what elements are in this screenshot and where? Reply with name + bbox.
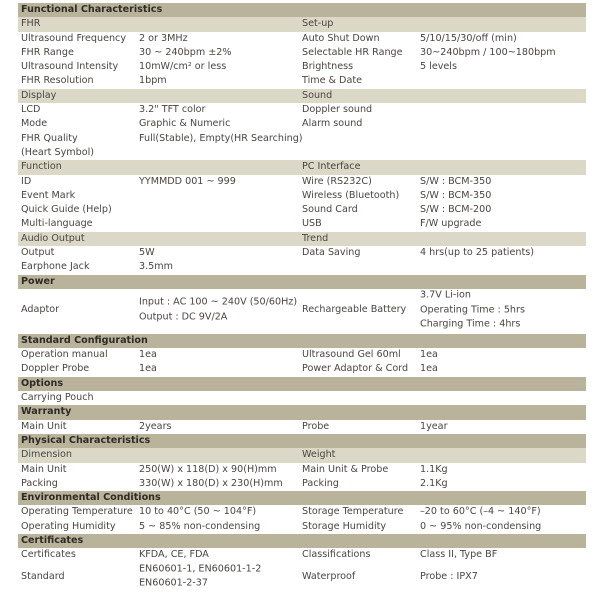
spec-label-2: Sound Card [302,204,358,216]
spec-row [18,175,586,189]
spec-label: Main Unit [21,420,67,432]
spec-value: Full(Stable), Empty(HR Searching) [139,132,303,144]
spec-row [18,203,586,217]
spec-label: Doppler Probe [21,363,90,375]
spec-value: 330(W) x 180(D) x 230(H)mm [139,477,283,489]
spec-label-2: Classifications [302,549,371,561]
spec-label: FHR Quality [21,132,78,144]
spec-row [18,60,586,74]
spec-value: Input : AC 100 ~ 240V (50/60Hz) Output : DC 9V/2A [139,297,298,323]
spec-label-2: Wireless (Bluetooth) [302,189,400,201]
section-header [18,434,586,448]
spec-value: YYMMDD 001 ~ 999 [139,175,236,187]
spec-label: LCD [21,104,41,116]
spec-value-2: 3.7V Li-ion Operating Time : 5hrs Charging Time : 4hrs [420,289,525,330]
spec-value-2: F/W upgrade [420,218,482,230]
spec-row [18,520,586,534]
spec-label: Output [21,247,55,259]
spec-label-2: Main Unit & Probe [302,463,389,475]
section-header [18,3,586,17]
spec-row [18,246,586,260]
section-header [18,405,586,419]
spec-label-2: Data Saving [302,247,361,259]
spec-row [18,74,586,88]
section-header [18,377,586,391]
spec-value-2: 30~240bpm / 100~180bpm [420,46,556,58]
spec-value: 250(W) x 118(D) x 90(H)mm [139,463,277,475]
spec-label: ID [21,175,32,187]
spec-row [18,32,586,46]
spec-label-2: Probe [302,420,330,432]
section-title: Options [21,377,64,389]
section-header [18,334,586,348]
spec-label: Operating Humidity [21,520,116,532]
spec-label: Mode [21,118,48,130]
spec-label-2: Waterproof [302,570,356,582]
spec-value-2: –20 to 60°C (–4 ~ 140°F) [420,506,541,518]
subsection-header [18,232,586,246]
spec-table [18,3,586,591]
section-header [18,534,586,548]
spec-label-2: Auto Shut Down [302,32,380,44]
spec-value: 30 ~ 240bpm ±2% [139,46,232,58]
spec-label-2: Brightness [302,61,354,73]
spec-value: KFDA, CE, FDA [139,549,209,561]
subsection-title: Audio Output [21,232,85,244]
spec-value: 1bpm [139,75,167,87]
spec-value: 10 to 40°C (50 ~ 104°F) [139,506,257,518]
spec-label-2: Alarm sound [302,118,363,130]
section-header [18,491,586,505]
subsection-title: Display [21,89,57,101]
spec-row [18,505,586,519]
spec-value: 2years [139,420,172,432]
subsection-title: Weight [302,449,336,461]
spec-label: Ultrasound Frequency [21,32,127,44]
spec-label: Event Mark [21,189,76,201]
spec-row [18,217,586,231]
spec-value-2: S/W : BCM-350 [420,175,492,187]
spec-label: Adaptor [21,304,60,316]
spec-label: (Heart Symbol) [21,146,94,158]
spec-row [18,362,586,376]
spec-value-2: 1.1Kg [420,463,448,475]
spec-value: EN60601-1, EN60601-1-2 EN60601-2-37 [139,563,262,589]
spec-row [18,103,586,117]
subsection-header [18,89,586,103]
section-title: Physical Characteristics [21,434,151,446]
section-title: Functional Characteristics [21,4,163,15]
subsection-title: PC Interface [302,161,361,173]
spec-label: Earphone Jack [21,261,90,273]
spec-label-2: USB [302,218,322,230]
spec-value: 10mW/cm² or less [139,61,227,73]
spec-row [18,46,586,60]
spec-label: Operation manual [21,349,108,361]
spec-row [18,132,586,146]
spec-value: 5 ~ 85% non-condensing [139,520,261,532]
subsection-title: FHR [21,18,41,30]
spec-label-2: Selectable HR Range [302,46,403,58]
section-title: Certificates [21,534,84,546]
spec-value-2: S/W : BCM-200 [420,204,492,216]
spec-value-2: 0 ~ 95% non-condensing [420,520,542,532]
spec-row [18,391,586,405]
subsection-title: Dimension [21,449,72,461]
spec-label-2: Packing [302,477,339,489]
spec-row [18,289,586,332]
subsection-header [18,160,586,174]
spec-label: Main Unit [21,463,67,475]
spec-value-2: 4 hrs(up to 25 patients) [420,247,534,259]
spec-row [18,260,586,274]
spec-value: 3.5mm [139,261,173,273]
spec-value: 3.2" TFT color [139,104,206,116]
spec-row [18,348,586,362]
spec-label: Quick Guide (Help) [21,204,112,216]
subsection-header [18,448,586,462]
spec-value: 2 or 3MHz [139,32,188,44]
spec-label-2: Rechargeable Battery [302,304,407,316]
spec-label-2: Doppler sound [302,104,373,116]
subsection-title: Sound [302,89,333,101]
spec-label: FHR Resolution [21,75,94,87]
spec-label: Carrying Pouch [21,392,94,404]
section-title: Power [21,275,55,287]
spec-value-2: 5/10/15/30/off (min) [420,32,517,44]
spec-row [18,463,586,477]
spec-label: Standard [21,570,65,582]
spec-label: FHR Range [21,46,74,58]
spec-label: Operating Temperature [21,506,133,518]
subsection-title: Set-up [302,18,334,30]
spec-label: Multi-language [21,218,93,230]
spec-value-2: Probe : IPX7 [420,570,478,582]
spec-value-2: 5 levels [420,61,457,73]
spec-value: Graphic & Numeric [139,118,231,130]
spec-value-2: 1ea [420,363,438,375]
spec-value-2: 2.1Kg [420,477,448,489]
subsection-title: Function [21,161,62,173]
spec-value-2: 1ea [420,349,438,361]
spec-value-2: 1year [420,420,448,432]
subsection-header [18,17,586,31]
spec-value: 1ea [139,363,157,375]
spec-label-2: Storage Temperature [302,506,404,518]
spec-label-2: Power Adaptor & Cord [302,363,409,375]
spec-row [18,189,586,203]
subsection-title: Trend [302,232,329,244]
spec-value-2: S/W : BCM-350 [420,189,492,201]
spec-label-2: Ultrasound Gel 60ml [302,349,401,361]
section-title: Standard Configuration [21,334,148,346]
spec-label: Certificates [21,549,76,561]
spec-label-2: Time & Date [302,75,362,87]
spec-value-2: Class II, Type BF [420,549,498,561]
spec-label-2: Storage Humidity [302,520,387,532]
spec-label-2: Wire (RS232C) [302,175,372,187]
spec-row [18,548,586,562]
spec-row [18,420,586,434]
section-title: Warranty [21,406,72,418]
spec-label: Ultrasound Intensity [21,61,119,73]
section-title: Environmental Conditions [21,492,161,504]
spec-row [18,563,586,592]
spec-row [18,146,586,160]
spec-label: Packing [21,477,58,489]
spec-value: 1ea [139,349,157,361]
spec-row [18,477,586,491]
spec-value: 5W [139,247,155,259]
spec-row [18,117,586,131]
section-header [18,275,586,289]
